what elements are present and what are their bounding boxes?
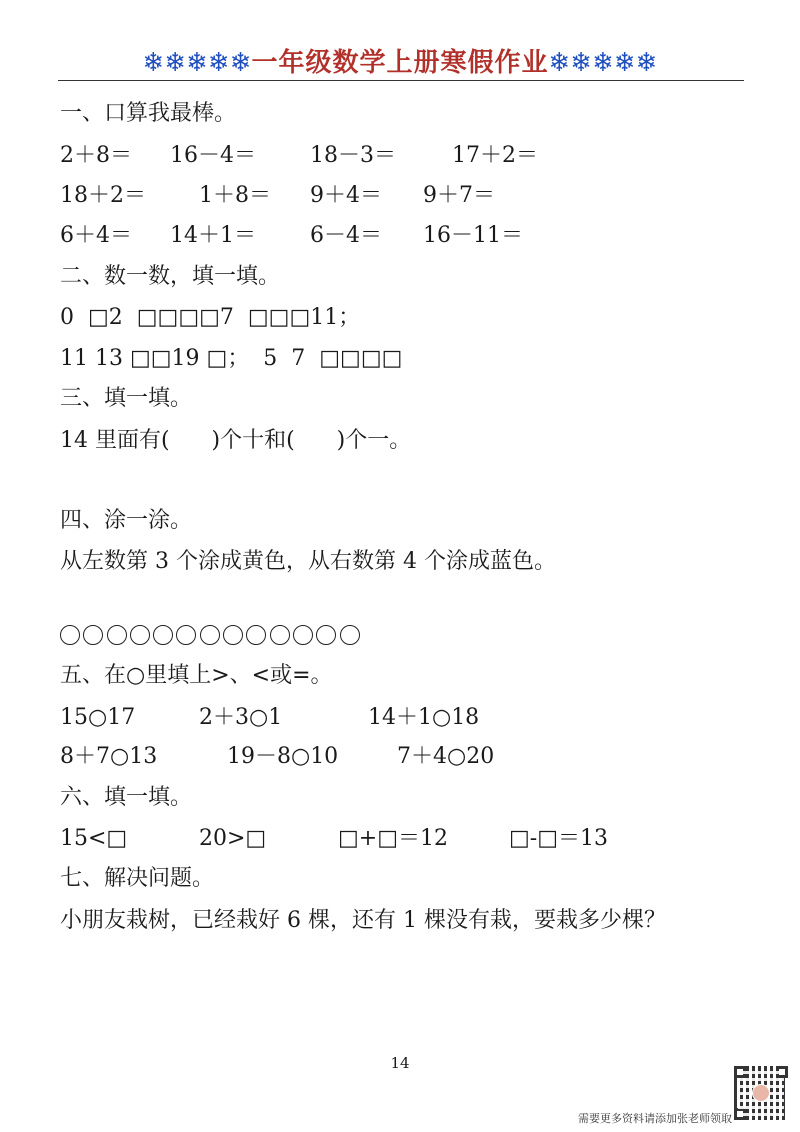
empty-circle	[246, 625, 266, 645]
tens-ones-question: 14 里面有( )个十和( )个一。	[60, 428, 412, 453]
empty-circle	[223, 625, 243, 645]
circle-row	[60, 622, 363, 647]
avatar	[752, 1084, 770, 1102]
compare-item: 14＋1○18	[368, 705, 480, 730]
compare-item: 15○17	[60, 705, 136, 730]
word-problem: 小朋友栽树，已经栽好 6 棵，还有 1 棵没有栽，要栽多少棵？	[60, 908, 666, 933]
arith-item: 16－11＝	[423, 223, 523, 248]
empty-circle	[107, 625, 127, 645]
arith-item: 17＋2＝	[452, 143, 538, 168]
arith-item: 18＋2＝	[60, 183, 146, 208]
empty-circle	[270, 625, 290, 645]
compare-item: 19－8○10	[227, 744, 339, 769]
coloring-instruction: 从左数第 3 个涂成黄色，从右数第 4 个涂成蓝色。	[60, 549, 556, 574]
empty-circle	[176, 625, 196, 645]
arith-item: 9＋7＝	[423, 183, 495, 208]
empty-circle	[130, 625, 150, 645]
compare-item: 7＋4○20	[397, 744, 495, 769]
compare-item: 2＋3○1	[199, 705, 283, 730]
arith-item: 6＋4＝	[60, 223, 132, 248]
worksheet-title: 一年级数学上册寒假作业	[251, 48, 549, 78]
page-header	[0, 42, 800, 79]
arith-item: 14＋1＝	[170, 223, 256, 248]
snowflake-icons-right: ❄❄❄❄❄	[548, 48, 658, 78]
empty-circle	[83, 625, 103, 645]
arith-item: 18－3＝	[310, 143, 396, 168]
header-divider	[58, 80, 744, 81]
fill-item: □+□＝12	[338, 826, 449, 851]
arith-item: 1＋8＝	[199, 183, 271, 208]
empty-circle	[340, 625, 360, 645]
fill-item: 15<□	[60, 826, 128, 851]
empty-circle	[316, 625, 336, 645]
empty-circle	[293, 625, 313, 645]
compare-item: 8＋7○13	[60, 744, 158, 769]
footer-note: 需要更多资料请添加张老师领取	[578, 1112, 732, 1125]
arith-item: 6－4＝	[310, 223, 382, 248]
section-3-title: 三、填一填。	[60, 386, 193, 411]
number-sequence-2: 11 13 □□19 □； 5 7 □□□□	[60, 346, 403, 371]
section-5-title: 五、在○里填上>、<或=。	[60, 663, 333, 688]
section-4-title: 四、涂一涂。	[60, 508, 193, 533]
fill-item: □-□＝13	[509, 826, 609, 851]
section-6-title: 六、填一填。	[60, 785, 193, 810]
section-7-title: 七、解决问题。	[60, 866, 215, 891]
arith-item: 2＋8＝	[60, 143, 132, 168]
section-1-title: 一、口算我最棒。	[60, 101, 237, 126]
empty-circle	[200, 625, 220, 645]
empty-circle	[60, 625, 80, 645]
number-sequence-1: 0 □2 □□□□7 □□□11；	[60, 305, 361, 330]
snowflake-icons-left: ❄❄❄❄❄	[142, 48, 252, 78]
empty-circle	[153, 625, 173, 645]
fill-item: 20>□	[199, 826, 267, 851]
arith-item: 16－4＝	[170, 143, 256, 168]
section-2-title: 二、数一数，填一填。	[60, 264, 281, 289]
page-number: 14	[390, 1054, 410, 1072]
arith-item: 9＋4＝	[310, 183, 382, 208]
